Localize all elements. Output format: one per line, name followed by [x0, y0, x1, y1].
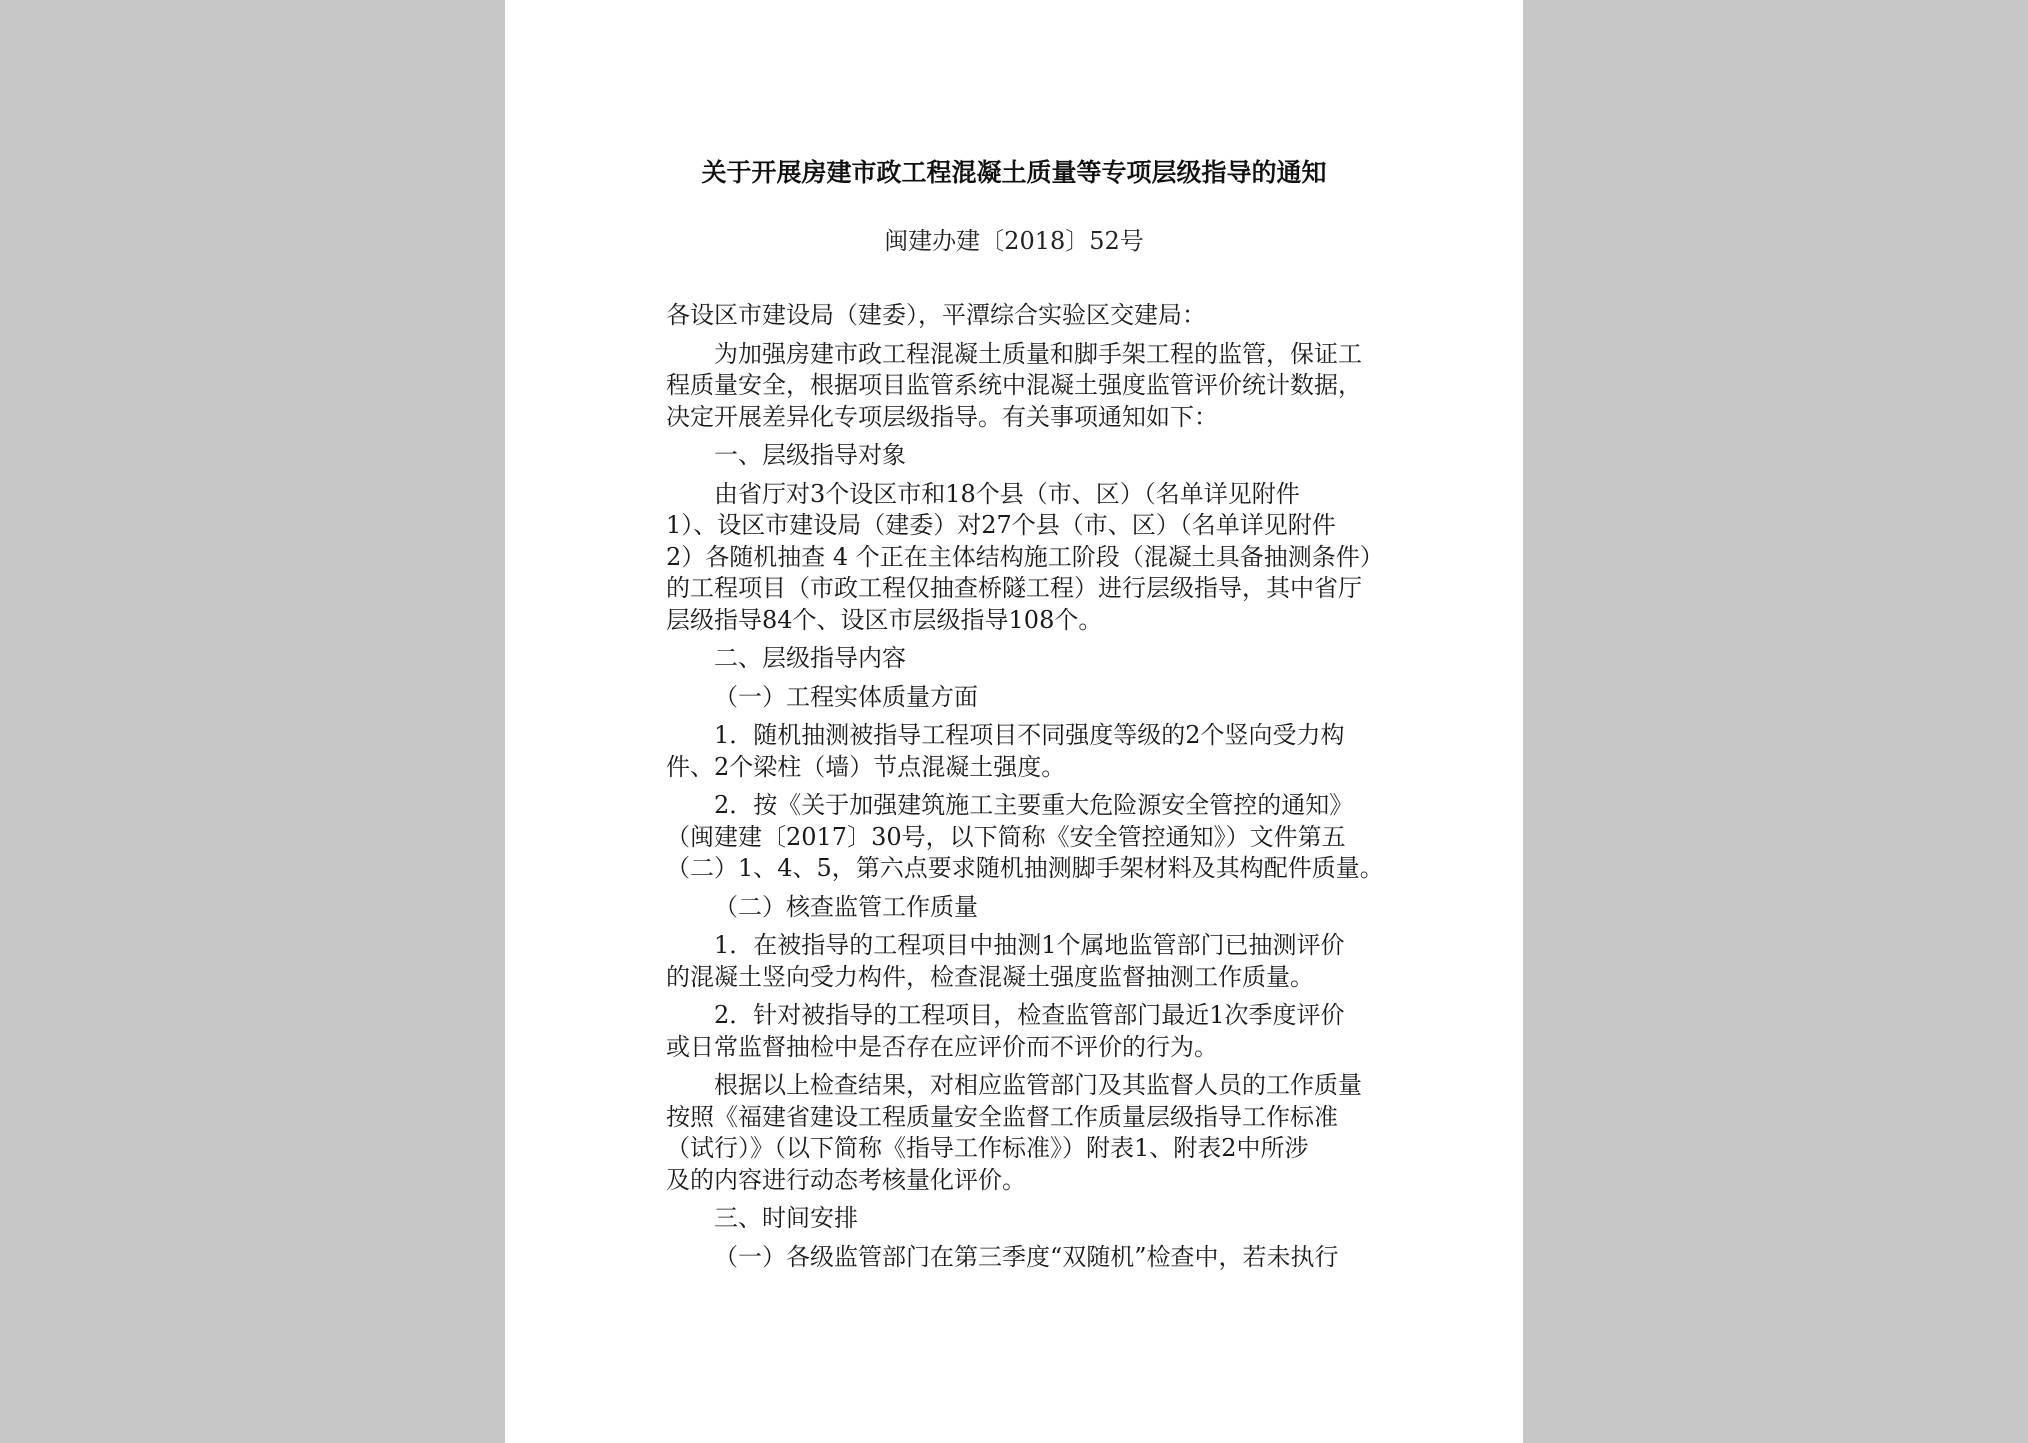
paragraph-line: 按照《福建省建设工程质量安全监督工作质量层级指导工作标准: [666, 1102, 1338, 1131]
paragraph-line: 一、层级指导对象: [714, 441, 906, 469]
body-paragraph: [666, 720, 1386, 783]
paragraph-line: 决定开展差异化专项层级指导。有关事项通知如下：: [666, 402, 1218, 431]
body-paragraph: [666, 1203, 1386, 1235]
paragraph-line: 1．随机抽测被指导工程项目不同强度等级的2个竖向受力构: [714, 721, 1345, 749]
paragraph-line: 根据以上检查结果，对相应监管部门及其监督人员的工作质量: [714, 1071, 1362, 1099]
paragraph-list: [666, 339, 1386, 1274]
paragraph-line: 三、时间安排: [714, 1204, 858, 1232]
paragraph-line: 2．针对被指导的工程项目，检查监管部门最近1次季度评价: [714, 1001, 1345, 1029]
body-paragraph: [666, 930, 1386, 993]
body-paragraph: [666, 1242, 1386, 1274]
paragraph-line: 1）、设区市建设局（建委）对27个县（市、区）（名单详见附件: [666, 511, 1336, 539]
paragraph-line: （闽建建〔2017〕30号，以下简称《安全管控通知》）文件第五: [666, 822, 1346, 851]
paragraph-line: 2．按《关于加强建筑施工主要重大危险源安全管控的通知》: [714, 791, 1354, 819]
body-paragraph: [666, 682, 1386, 714]
paragraph-line: 1．在被指导的工程项目中抽测1个属地监管部门已抽测评价: [714, 931, 1345, 959]
body-paragraph: [666, 1070, 1386, 1196]
body-paragraph: [666, 790, 1386, 885]
paragraph-line: 层级指导84个、设区市层级指导108个。: [666, 605, 1103, 634]
body-paragraph: [666, 479, 1386, 637]
paragraph-line: 2）各随机抽查 4 个正在主体结构施工阶段（混凝土具备抽测条件）: [666, 542, 1384, 571]
paragraph-line: （一）工程实体质量方面: [714, 682, 978, 711]
salutation: 各设区市建设局（建委），平潭综合实验区交建局：: [666, 301, 1206, 329]
body-paragraph: [666, 892, 1386, 924]
body-paragraph: [666, 440, 1386, 472]
paragraph-line: 或日常监督抽检中是否存在应评价而不评价的行为。: [666, 1032, 1218, 1061]
paragraph-line: 的混凝土竖向受力构件，检查混凝土强度监督抽测工作质量。: [666, 962, 1314, 991]
paragraph-line: （一）各级监管部门在第三季度“双随机”检查中，若未执行: [714, 1242, 1339, 1271]
paragraph-line: 为加强房建市政工程混凝土质量和脚手架工程的监管，保证工: [714, 339, 1362, 368]
paragraph-line: 二、层级指导内容: [714, 644, 906, 672]
paragraph-line: 由省厅对3个设区市和18个县（市、区）（名单详见附件: [714, 479, 1300, 508]
body-paragraph: [666, 339, 1386, 434]
document-number: 闽建办建〔2018〕52号: [884, 227, 1144, 255]
document-title: 关于开展房建市政工程混凝土质量等专项层级指导的通知: [701, 158, 1327, 187]
paragraph-line: （二）1、4、5，第六点要求随机抽测脚手架材料及其构配件质量。: [666, 854, 1384, 882]
paragraph-line: （试行）》（以下简称《指导工作标准》）附表1、附表2中所涉: [666, 1134, 1309, 1162]
document-body: [666, 300, 1386, 1280]
paragraph-line: 件、2个梁柱（墙）节点混凝土强度。: [666, 752, 1066, 781]
body-paragraph: [666, 1000, 1386, 1063]
document-page: [505, 0, 1523, 1443]
paragraph-line: （二）核查监管工作质量: [714, 892, 978, 921]
paragraph-line: 程质量安全，根据项目监管系统中混凝土强度监管评价统计数据，: [666, 371, 1362, 399]
paragraph-line: 的工程项目（市政工程仅抽查桥隧工程）进行层级指导，其中省厅: [666, 574, 1362, 602]
paragraph-line: 及的内容进行动态考核量化评价。: [666, 1165, 1026, 1194]
body-paragraph: [666, 643, 1386, 675]
